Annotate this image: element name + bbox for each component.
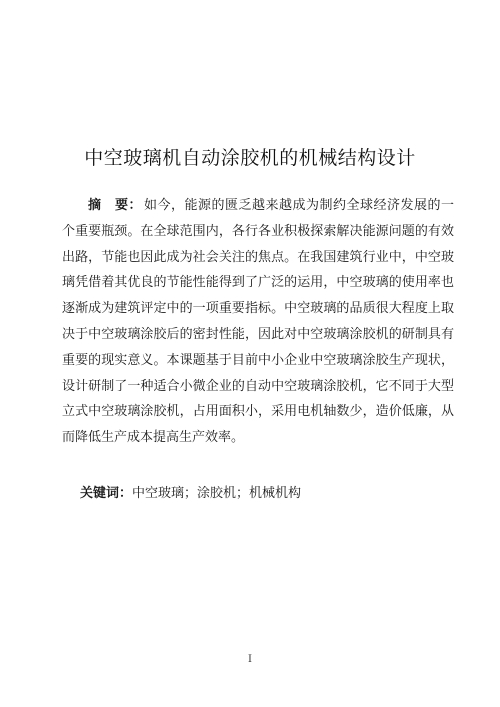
keywords-label: 关键词：: [80, 486, 133, 501]
document-title: 中空玻璃机自动涂胶机的机械结构设计: [84, 147, 416, 169]
keywords-text: 中空玻璃；涂胶机；机械机构: [132, 486, 302, 501]
abstract-text: 如今，能源的匮乏越来越成为制约全球经济发展的一个重要瓶颈。在全球范围内，各行各业积极探索解决能源问题的有效出路，节能也因此成为社会关注的焦点。在我国建筑行业中，中空玻璃凭借着其优良的节能性能得到了广泛的运用，中空玻璃的使用率也逐渐成为建筑评定中的一项重要指标。中空玻璃的品质很大程度上取决于中空玻璃涂胶后的密封性能，因此对中空玻璃涂胶机的研制具有重要的现实意义。本课题基于目前中小企业中空玻璃涂胶生产现状，设计研制了一种适合小微企业的自动中空玻璃涂胶机，它不同于大型立式中空玻璃涂胶机，占用面积小，采用电机轴数少，造价低廉，从而降低生产成本提高生产效率。: [62, 198, 454, 446]
abstract-paragraph: [62, 193, 454, 451]
keywords-line: [80, 482, 301, 501]
page-number: I: [248, 654, 252, 665]
abstract-label: 摘 要：: [88, 198, 142, 213]
